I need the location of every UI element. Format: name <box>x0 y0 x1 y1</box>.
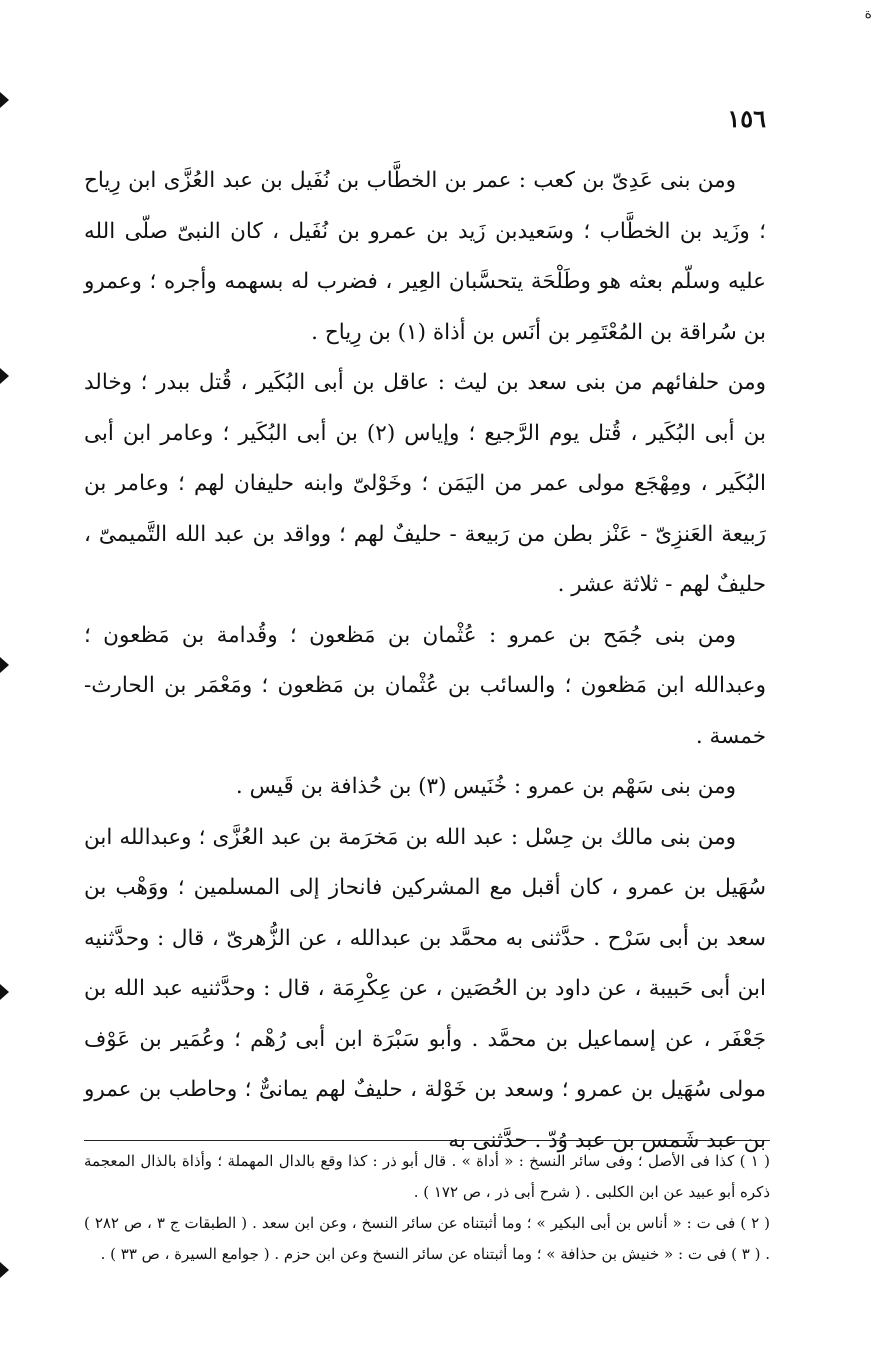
paragraph: ومن بنى سَهْم بن عمرو : خُنَيس (٣) بن حُذافة بن قَيس . <box>235 774 736 799</box>
paragraph: ومن بنى عَدِىّ بن كعب : عمر بن الخطَّاب بن نُفَيل بن عبد العُزَّى ابن رِياح ؛ وزَيد بن الخطَّاب ؛ وسَعيدبن زَيد بن عمرو بن نُفَيل ، كان النبىّ صلّى الله عليه وسلّم بعثه هو وطَلْحَة يتحسَّبان العِير ، فضرب له بسهمه وأجره ؛ وعمرو بن سُراقة بن المُعْتَمِر بن أنَس بن أذاة (١) بن رِياح . <box>84 168 766 345</box>
page-number: ١٥٦ <box>727 104 766 133</box>
footnote: ( ١ ) كذا فى الأصل ؛ وفى سائر النسخ : « أداة » . قال أبو ذر : كذا وقع بالدال المهملة ؛ وأذاة بالذال المعجمة ذكره أبو عبيد عن ابن الكلبى . ( شرح أبى ذر ، ص ١٧٢ ) . <box>84 1152 770 1201</box>
main-text <box>84 156 766 1166</box>
paragraph: ومن حلفائهم من بنى سعد بن ليث : عاقل بن أبى البُكَير ، قُتل ببدر ؛ وخالد بن أبى البُكَير ، قُتل يوم الرَّجيع ؛ وإياس (٢) بن أبى البُكَير ؛ وعامر ابن أبى البُكَير ، ومِهْجَع مولى عمر من اليَمَن ؛ وخَوْلىّ وابنه حليفان لهم ؛ وعامر بن رَبيعة العَنزِىّ - عَنْز بطن من رَبيعة - حليفٌ لهم ؛ وواقد بن عبد الله التَّميمىّ ، حليفٌ لهم - ثلاثة عشر . <box>84 370 767 597</box>
footnotes <box>84 1146 770 1270</box>
binding-mark <box>0 1262 9 1278</box>
corner-mark: ة <box>864 6 872 22</box>
binding-mark <box>0 368 9 384</box>
paragraph: ومن بنى مالك بن حِسْل : عبد الله بن مَخرَمة بن عبد العُزَّى ؛ وعبدالله ابن سُهَيل بن عمرو ، كان أقبل مع المشركين فانحاز إلى المسلمين ؛ ووَهْب بن سعد بن أبى سَرْح . حدَّثنى به محمَّد بن عبدالله ، عن الزُّهرىّ ، قال : وحدَّثنيه ابن أبى حَبيبة ، عن داود بن الحُصَين ، عن عِكْرِمَة ، قال : وحدَّثنيه عبد الله بن جَعْفَر ، عن إسماعيل بن محمَّد . وأبو سَبْرَة ابن أبى رُهْم ؛ وعُمَير بن عَوْف مولى سُهَيل بن عمرو ؛ وسعد بن خَوْلة ، حليفٌ لهم يمانىٌّ ؛ وحاطب بن عمرو بن عبد شَمس بن عبد وُدّ . حدَّثنى به <box>84 824 766 1153</box>
footnote-divider <box>84 1140 770 1141</box>
footnote: ( ٢ ) فى ت : « أناس بن أبى البكير » ؛ وما أثبتناه عن سائر النسخ ، وعن ابن سعد . ( الطبقات ج ٣ ، ص ٢٨٢ ) . ( ٣ ) فى ت : « خنيش بن حذافة » ؛ وما أثبتناه عن سائر النسخ وعن ابن حزم . ( جوامع السيرة ، ص ٣٣ ) . <box>84 1214 770 1263</box>
binding-mark <box>0 984 9 1000</box>
binding-mark <box>0 657 9 673</box>
paragraph: ومن بنى جُمَح بن عمرو : عُثْمان بن مَظعون ؛ وقُدامة بن مَظعون ؛ وعبدالله ابن مَظعون ؛ والسائب بن عُثْمان بن مَظعون ؛ ومَعْمَر بن الحارث- خمسة . <box>84 622 766 749</box>
binding-mark <box>0 92 9 108</box>
